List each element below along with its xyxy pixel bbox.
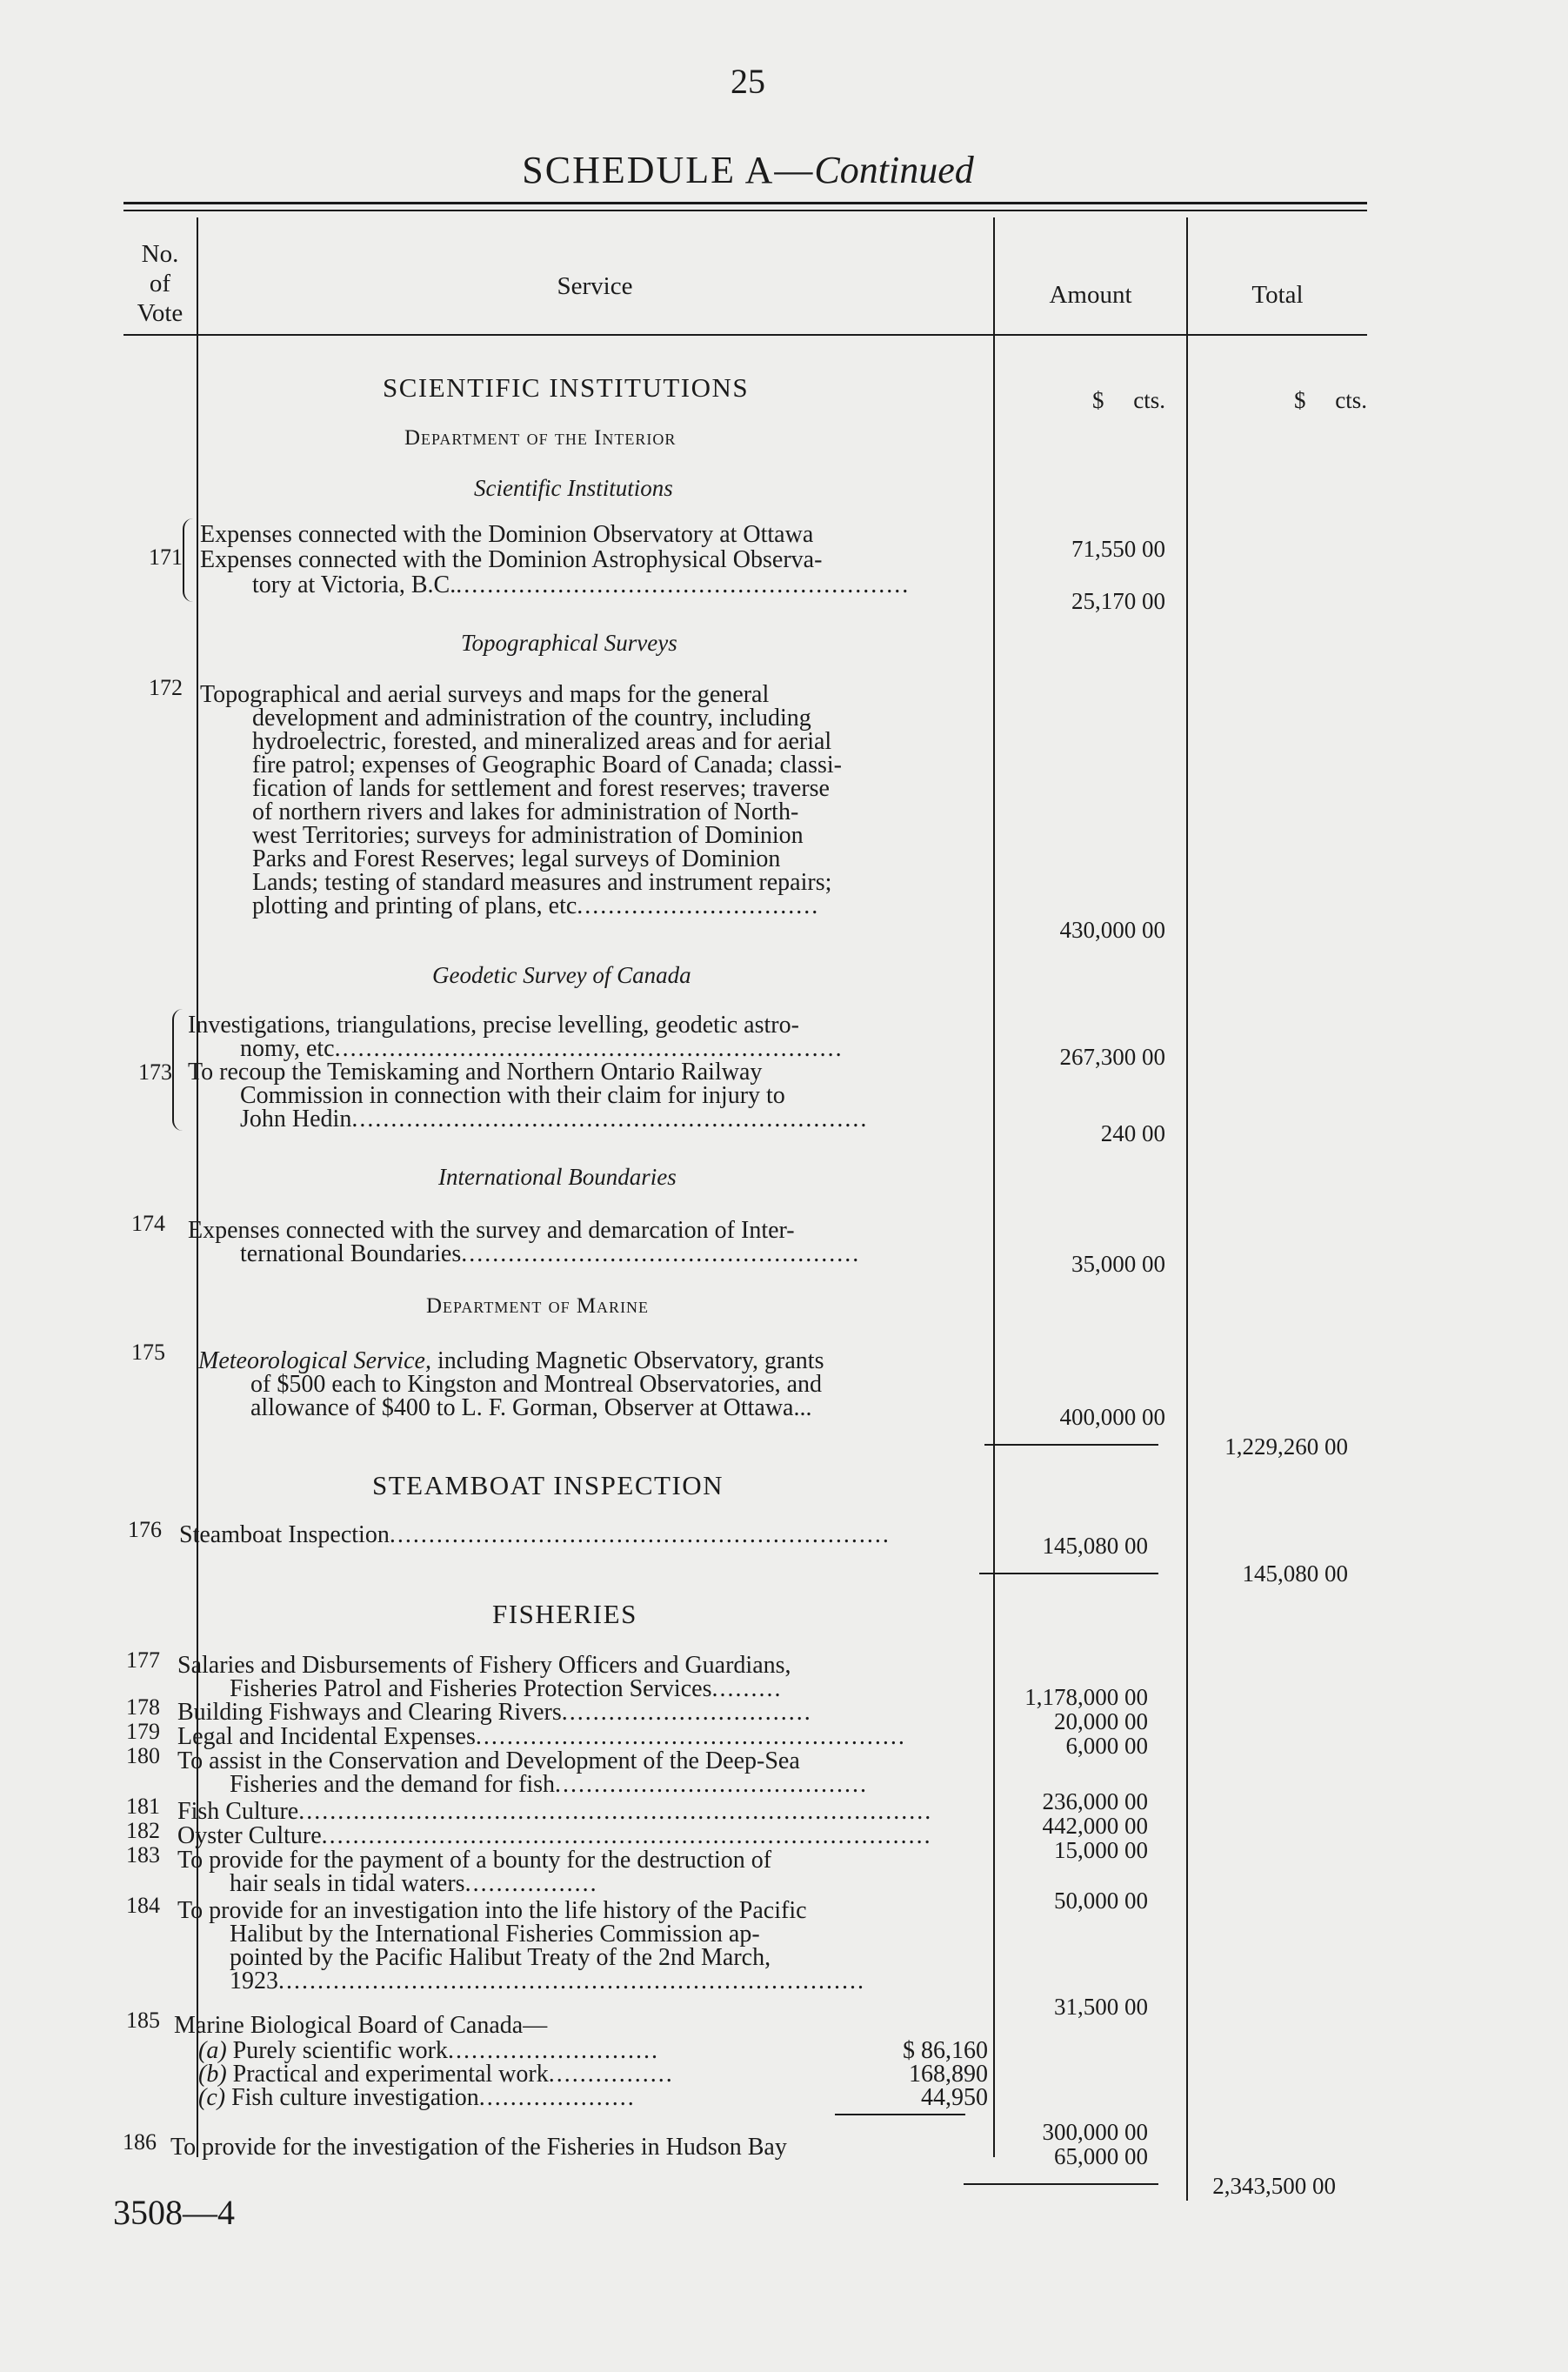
amount-173a: 267,300 00: [1059, 1044, 1165, 1070]
item-185a-text: Purely scientific work: [232, 2037, 448, 2064]
item-179: [177, 1724, 991, 1750]
header-total: Total: [1251, 281, 1304, 309]
item-185c-value: 44,950: [921, 2084, 988, 2111]
subtotal-rule-2: [979, 1573, 1158, 1574]
leader-dots: ...................................................: [461, 1240, 861, 1267]
item-171b-2-text: tory at Victoria, B.C.: [252, 571, 457, 598]
item-171: [200, 522, 991, 609]
item-177-line-1: Salaries and Disbursements of Fishery Officers and Guardians,: [177, 1652, 791, 1679]
leader-dots: ...........................................................................: [278, 1968, 865, 1994]
leader-dots: ................: [548, 2061, 674, 2088]
leader-dots: ..................................................................: [351, 1106, 869, 1133]
item-172-line-3: hydroelectric, forested, and mineralized areas and for aerial: [252, 728, 832, 755]
item-173b-3: [188, 1106, 868, 1132]
amount-181: 442,000 00: [1042, 1813, 1148, 1839]
item-171b-2: [200, 572, 910, 598]
header-of: of: [149, 270, 171, 297]
amount-183: 50,000 00: [1054, 1888, 1148, 1914]
leader-dots: ................................: [561, 1699, 812, 1726]
vote-179: 179: [126, 1719, 160, 1744]
section-international: International Boundaries: [438, 1164, 677, 1190]
vote-177: 177: [126, 1647, 160, 1673]
amount-174: 35,000 00: [1071, 1251, 1165, 1277]
title-main: SCHEDULE A—: [522, 149, 815, 191]
item-185b-key: (b): [198, 2061, 227, 2088]
item-184: [177, 1898, 991, 2002]
top-rule-2: [123, 210, 1367, 211]
item-185-line-1: Marine Biological Board of Canada—: [174, 2012, 548, 2039]
vote-178: 178: [126, 1694, 160, 1720]
item-184-line-1: To provide for an investigation into the life history of the Pacific: [177, 1897, 807, 1924]
section-steamboat: STEAMBOAT INSPECTION: [372, 1470, 724, 1500]
brace-173: [172, 1009, 183, 1131]
item-179-text: Legal and Incidental Expenses: [177, 1723, 476, 1750]
item-175-line-1-rest: including Magnetic Observatory, grants: [430, 1347, 824, 1374]
item-178-text: Building Fishways and Clearing Rivers: [177, 1699, 562, 1726]
amount-171a: 71,550 00: [1071, 536, 1165, 562]
total-3: 2,343,500 00: [1212, 2173, 1336, 2199]
item-185b-value: 168,890: [909, 2061, 988, 2088]
item-172-line-10: [200, 893, 819, 919]
item-180-line-1: To assist in the Conservation and Development of the Deep-Sea: [177, 1747, 800, 1774]
amount-172: 430,000 00: [1059, 917, 1165, 943]
section-geodetic: Geodetic Survey of Canada: [432, 962, 691, 988]
item-172-line-7: west Territories; surveys for administration of Dominion: [252, 822, 804, 849]
item-173b-2: Commission in connection with their claim for injury to: [240, 1082, 785, 1109]
item-172-line-10-text: plotting and printing of plans, etc: [252, 892, 577, 919]
item-180-line-2: [177, 1772, 868, 1797]
leader-dots: ....................: [478, 2084, 636, 2111]
item-182-text: Oyster Culture: [177, 1822, 322, 1849]
leader-dots: .........: [711, 1675, 783, 1702]
item-178-line: [177, 1700, 812, 1725]
item-185b-text: Practical and experimental work: [232, 2061, 549, 2088]
item-172-line-9: Lands; testing of standard measures and instrument repairs;: [252, 869, 832, 896]
total-2: 145,080 00: [1242, 1560, 1348, 1587]
vote-185: 185: [126, 2008, 160, 2033]
header-service: Service: [557, 272, 633, 300]
vote-180: 180: [126, 1743, 160, 1768]
leader-dots: .................: [464, 1870, 598, 1897]
item-183-line-1: To provide for the payment of a bounty for the destruction of: [177, 1847, 772, 1874]
item-185a-value: $ 86,160: [903, 2037, 988, 2064]
leader-dots: ..........................................................: [456, 571, 911, 598]
item-172-line-6: of northern rivers and lakes for administration of North-: [252, 798, 799, 825]
brace-171: [183, 518, 193, 602]
item-172-line-4: fire patrol; expenses of Geographic Board of Canada; classi-: [252, 752, 842, 778]
item-172-line-2: development and administration of the country, including: [252, 705, 811, 732]
item-181: [177, 1799, 991, 1825]
section-scientific-inst: Scientific Institutions: [474, 475, 673, 501]
item-173a-2: [188, 1036, 844, 1061]
amount-175: 400,000 00: [1059, 1404, 1165, 1430]
item-174-line-1: Expenses connected with the survey and demarcation of Inter-: [188, 1217, 795, 1244]
vote-175: 175: [131, 1340, 165, 1365]
amount-176: 145,080 00: [1042, 1533, 1148, 1559]
item-185b: [198, 2061, 674, 2087]
amount-177: 1,178,000 00: [1024, 1684, 1148, 1710]
item-175: [198, 1348, 991, 1427]
item-175-line-1: [198, 1348, 824, 1373]
item-173b-1: To recoup the Temiskaming and Northern Ontario Railway: [188, 1059, 763, 1086]
vote-174: 174: [131, 1211, 165, 1236]
footer-signature: 3508—4: [113, 2193, 235, 2232]
item-175-italic: Meteorological Service,: [198, 1347, 431, 1374]
subtotal-rule-1: [984, 1444, 1158, 1446]
item-171b-1: Expenses connected with the Dominion Astrophysical Observa-: [200, 546, 823, 573]
section-department-interior: Department of the Interior: [404, 426, 677, 450]
amount-178: 20,000 00: [1054, 1708, 1148, 1734]
item-186: To provide for the investigation of the Fisheries in Hudson Bay: [170, 2134, 787, 2161]
amount-180: 236,000 00: [1042, 1788, 1148, 1814]
header-no-vote: [125, 239, 195, 328]
leader-dots: ........................................: [555, 1771, 869, 1798]
col-line-service: [993, 217, 995, 2157]
item-185c-text: Fish culture investigation: [231, 2084, 479, 2111]
item-174-line-2-text: ternational Boundaries: [240, 1240, 462, 1267]
item-173b-3-text: John Hedin: [240, 1106, 352, 1133]
item-174-line-2: [188, 1241, 860, 1266]
vote-184: 184: [126, 1893, 160, 1918]
amount-179: 6,000 00: [1065, 1733, 1148, 1759]
item-175-line-2: of $500 each to Kingston and Montreal Observatories, and: [250, 1371, 823, 1398]
sub-rule-185: [835, 2114, 965, 2115]
item-180: [177, 1748, 991, 1801]
page-title: [0, 148, 1496, 192]
leader-dots: ...........................: [447, 2037, 659, 2064]
item-183: [177, 1847, 991, 1900]
col-line-amount: [1186, 217, 1188, 2201]
top-rule-1: [123, 202, 1367, 204]
amount-186: 65,000 00: [1054, 2143, 1148, 2169]
leader-dots: ...............................: [577, 892, 820, 919]
item-182: [177, 1823, 991, 1849]
amount-173b: 240 00: [1100, 1120, 1165, 1146]
subtotal-rule-3: [964, 2183, 1158, 2185]
header-amount: Amount: [1049, 281, 1132, 309]
item-185: [174, 2013, 991, 2117]
item-184-line-3: pointed by the Pacific Halibut Treaty of the 2nd March,: [230, 1944, 771, 1971]
item-181-line: [177, 1799, 932, 1824]
item-172: [200, 682, 991, 943]
item-172-line-5: fication of lands for settlement and forest reserves; traverse: [252, 775, 830, 802]
vote-183: 183: [126, 1842, 160, 1868]
item-183-line-2: [177, 1871, 598, 1896]
item-181-text: Fish Culture: [177, 1798, 299, 1825]
item-176-line: [179, 1522, 891, 1547]
item-183-line-2-text: hair seals in tidal waters: [230, 1870, 465, 1897]
item-176: [179, 1522, 991, 1548]
item-180-line-2-text: Fisheries and the demand for fish: [230, 1771, 556, 1798]
vote-176: 176: [128, 1517, 162, 1542]
item-177: [177, 1653, 991, 1705]
item-172-line-1: Topographical and aerial surveys and maps for the general: [200, 681, 770, 708]
vote-173: 173: [138, 1059, 172, 1085]
item-172-line-8: Parks and Forest Reserves; legal surveys of Dominion: [252, 845, 781, 872]
item-178: [177, 1700, 991, 1726]
item-176-text: Steamboat Inspection: [179, 1521, 390, 1548]
item-185c-key: (c): [198, 2084, 226, 2111]
leader-dots: .......................................................: [475, 1723, 906, 1750]
title-continued: Continued: [814, 149, 974, 191]
item-173a-2-text: nomy, etc: [240, 1035, 335, 1062]
item-185a: [198, 2038, 659, 2063]
vote-182: 182: [126, 1818, 160, 1843]
vote-181: 181: [126, 1794, 160, 1819]
section-department-marine: Department of Marine: [426, 1294, 650, 1318]
item-173a-1: Investigations, triangulations, precise levelling, geodetic astro-: [188, 1012, 799, 1039]
item-179-line: [177, 1724, 906, 1749]
item-177-line-2: [177, 1676, 782, 1701]
leader-dots: ................................................................: [389, 1521, 891, 1548]
item-185c: [198, 2085, 636, 2110]
amount-182: 15,000 00: [1054, 1837, 1148, 1863]
item-175-line-3: allowance of $400 to L. F. Gorman, Observer at Ottawa...: [250, 1394, 812, 1421]
item-182-line: [177, 1823, 932, 1848]
page-number: 25: [731, 62, 765, 101]
leader-dots: .................................................................................: [298, 1798, 933, 1825]
amount-171b: 25,170 00: [1071, 588, 1165, 614]
vote-171: 171: [149, 545, 183, 570]
section-fisheries: FISHERIES: [492, 1599, 637, 1629]
item-173: [188, 1012, 991, 1143]
item-184-line-4: [177, 1968, 865, 1994]
section-scientific-institutions: SCIENTIFIC INSTITUTIONS: [383, 372, 750, 403]
vote-186: 186: [123, 2129, 157, 2155]
total-units: $ cts.: [1294, 387, 1367, 413]
amount-185: 300,000 00: [1042, 2119, 1148, 2145]
amount-units: $ cts.: [1092, 387, 1165, 413]
total-1: 1,229,260 00: [1224, 1433, 1348, 1460]
item-171a: Expenses connected with the Dominion Observatory at Ottawa: [200, 521, 814, 548]
section-topographical: Topographical Surveys: [461, 630, 677, 656]
vote-172: 172: [149, 675, 183, 700]
leader-dots: .................................................................: [334, 1035, 844, 1062]
leader-dots: ..............................................................................: [321, 1822, 932, 1849]
item-177-line-2-text: Fisheries Patrol and Fisheries Protection Services: [230, 1675, 712, 1702]
item-184-line-4-text: 1923: [230, 1968, 278, 1994]
header-rule: [123, 334, 1367, 336]
amount-184: 31,500 00: [1054, 1994, 1148, 2020]
item-184-line-2: Halibut by the International Fisheries Commission ap-: [230, 1921, 760, 1948]
header-vote: Vote: [137, 299, 183, 327]
item-185a-key: (a): [198, 2037, 227, 2064]
header-no: No.: [141, 240, 179, 268]
item-174: [188, 1218, 991, 1270]
